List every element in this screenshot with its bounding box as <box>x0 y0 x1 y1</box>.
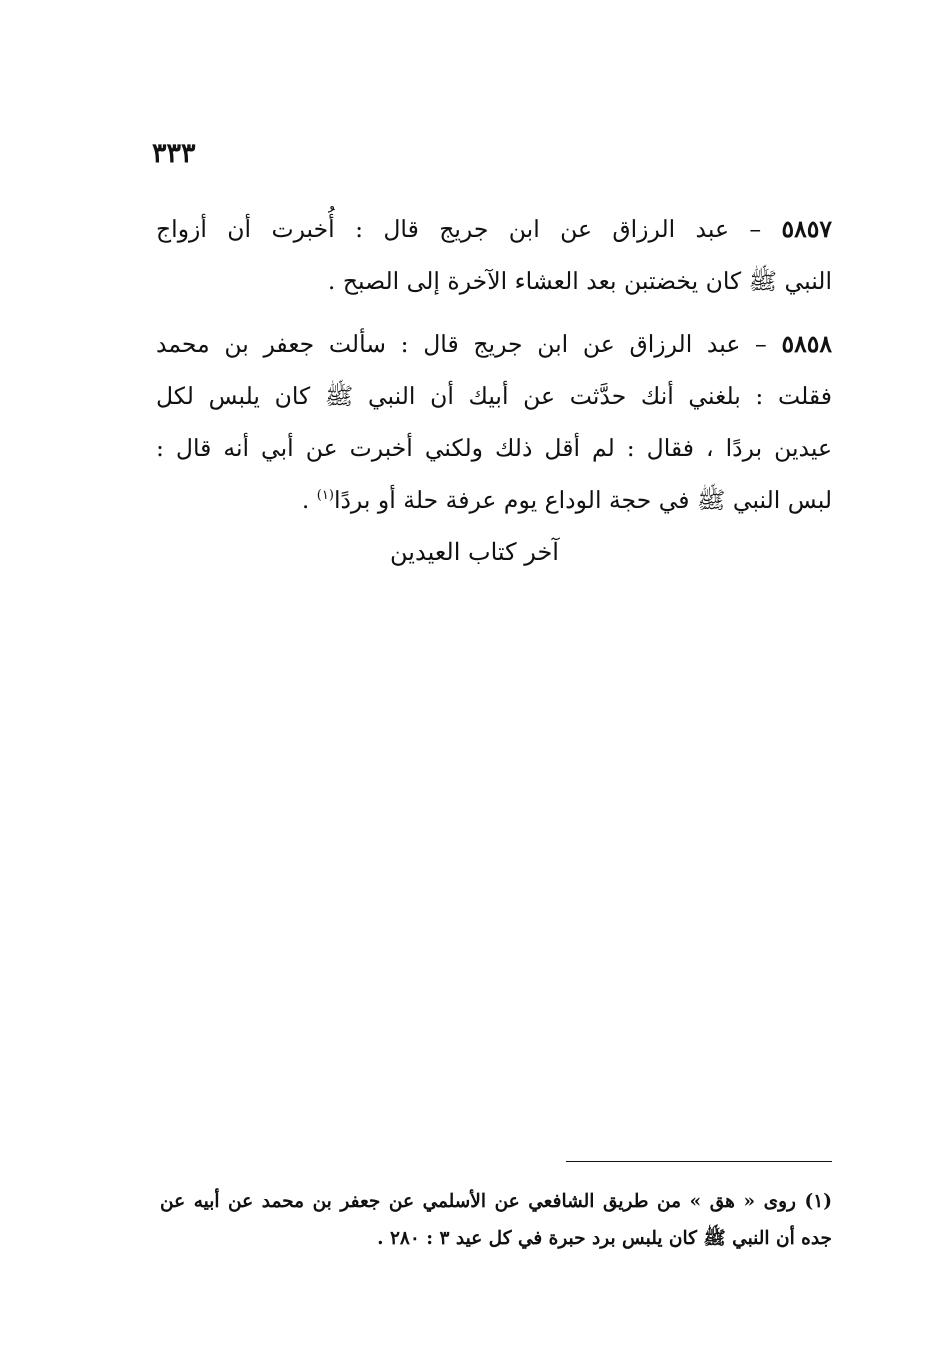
hadith-line: عيدين بردًا ، فقال : لم أقل ذلك ولكني أخبرت عن أبي أنه قال : <box>156 434 832 462</box>
hadith-number: ٥٨٥٧ <box>781 215 832 243</box>
hadith-line: النبي ﷺ كان يخضتبن بعد العشاء الآخرة إلى الصبح . <box>327 267 832 295</box>
footnote-line: جده أن النبي ﷺ كان يلبس برد حبرة في كل عيد ٣ : ٢٨٠ . <box>377 1228 832 1249</box>
footnote-reference[interactable]: (١) <box>316 488 334 504</box>
footnote-line: (١) روى « هق » من طريق الشافعي عن الأسلمي عن جعفر بن محمد عن أبيه عن <box>160 1191 832 1212</box>
footnote-divider <box>566 1161 832 1162</box>
page-number: ٣٣٣ <box>152 138 196 169</box>
hadith-line <box>156 474 832 526</box>
hadith-text: لبس النبي ﷺ في حجة الوداع يوم عرفة حلة أو بردًا <box>333 486 832 514</box>
hadith-line: فقلت : بلغني أنك حدَّثت عن أبيك أن النبي ﷺ كان يلبس لكل <box>156 382 832 410</box>
chapter-closing: آخر كتاب العيدين <box>390 538 559 566</box>
hadith-5858 <box>156 318 832 526</box>
hadith-line <box>156 203 832 255</box>
hadith-5857 <box>156 203 832 307</box>
footnote <box>160 1183 832 1257</box>
end-mark: . <box>301 486 317 514</box>
hadith-text: – عبد الرزاق عن ابن جريج قال : أُخبرت أن أزواج <box>156 215 762 243</box>
hadith-text: – عبد الرزاق عن ابن جريج قال : سألت جعفر بن محمد <box>156 330 767 358</box>
hadith-number: ٥٨٥٨ <box>781 330 832 358</box>
hadith-line <box>156 318 832 370</box>
